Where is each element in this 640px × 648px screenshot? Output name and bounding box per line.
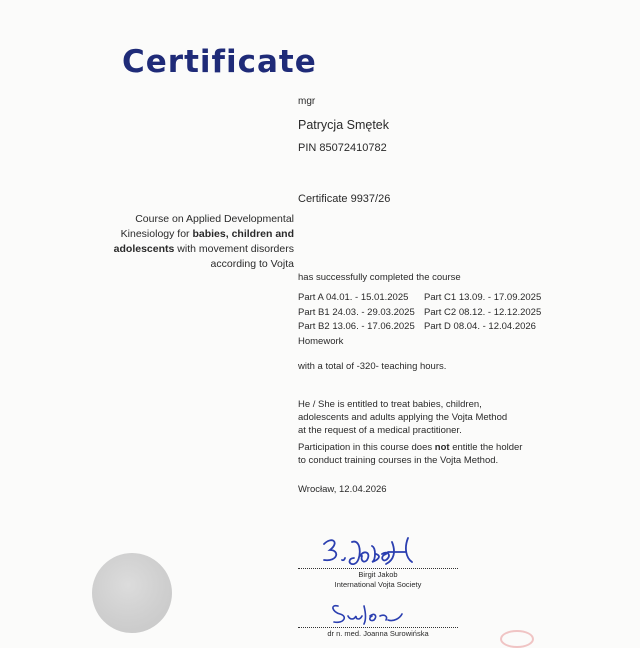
entitlement-line-1: He / She is entitled to treat babies, children, — [298, 399, 482, 410]
participation-line-1-post: entitle the holder — [449, 442, 523, 453]
parts-row — [298, 306, 541, 321]
participation-line-1-pre: Participation in this course does — [298, 442, 435, 453]
course-line-2-bold: babies, children and — [192, 228, 294, 240]
parts-row — [298, 320, 541, 335]
teaching-hours: with a total of -320- teaching hours. — [298, 361, 447, 372]
course-line-3-text: with movement disorders — [174, 243, 294, 255]
signer-2-name: dr n. med. Joanna Surowińska — [327, 629, 429, 638]
part-right: Part C1 13.09. - 17.09.2025 — [424, 292, 542, 303]
course-line-3-bold: adolescents — [113, 243, 175, 255]
completed-text: has successfully completed the course — [298, 272, 461, 283]
part-left: Part A 04.01. - 15.01.2025 — [298, 292, 409, 303]
signature-line-2 — [298, 627, 458, 628]
participation-line-2: to conduct training courses in the Vojta Method. — [298, 455, 499, 466]
signature-jakob — [318, 532, 428, 570]
course-line-2 — [94, 227, 294, 242]
part-left: Part B1 24.03. - 29.03.2025 — [298, 306, 415, 318]
homework-label: Homework — [298, 335, 344, 347]
place-date: Wrocław, 12.04.2026 — [298, 484, 387, 495]
red-stamp-mark — [500, 630, 534, 648]
holder-pin: PIN 85072410782 — [298, 142, 387, 154]
parts-row — [298, 291, 541, 306]
signature-line-1 — [298, 568, 458, 569]
course-parts — [298, 291, 541, 349]
part-left: Part B2 13.06. - 17.06.2025 — [298, 321, 415, 332]
course-line-3 — [94, 242, 294, 257]
participation-line-1-bold: not — [434, 442, 450, 453]
course-description — [94, 212, 294, 272]
holder-name: Patrycja Smętek — [298, 118, 390, 132]
signature-surowinska — [328, 598, 408, 628]
entitlement-line-2: adolescents and adults applying the Vojta Method — [298, 412, 508, 423]
embossed-seal — [92, 553, 172, 633]
part-right: Part C2 08.12. - 12.12.2025 — [424, 306, 542, 318]
signer-1-name: Birgit Jakob — [358, 570, 398, 579]
entitlement-text — [298, 398, 507, 437]
signer-1 — [298, 570, 458, 590]
participation-line-1 — [298, 441, 522, 454]
entitlement-line-3: at the request of a medical practitioner. — [298, 425, 462, 436]
certificate-title: Certificate — [122, 44, 317, 80]
course-line-2-text: Kinesiology for — [120, 228, 193, 240]
course-line-4: according to Vojta — [210, 258, 294, 270]
signer-1-org: International Vojta Society — [334, 580, 422, 589]
holder-prefix: mgr — [298, 96, 316, 107]
part-right: Part D 08.04. - 12.04.2026 — [424, 321, 536, 332]
course-line-1: Course on Applied Developmental — [135, 213, 294, 225]
certificate-number: Certificate 9937/26 — [298, 193, 391, 205]
participation-text — [298, 441, 522, 467]
